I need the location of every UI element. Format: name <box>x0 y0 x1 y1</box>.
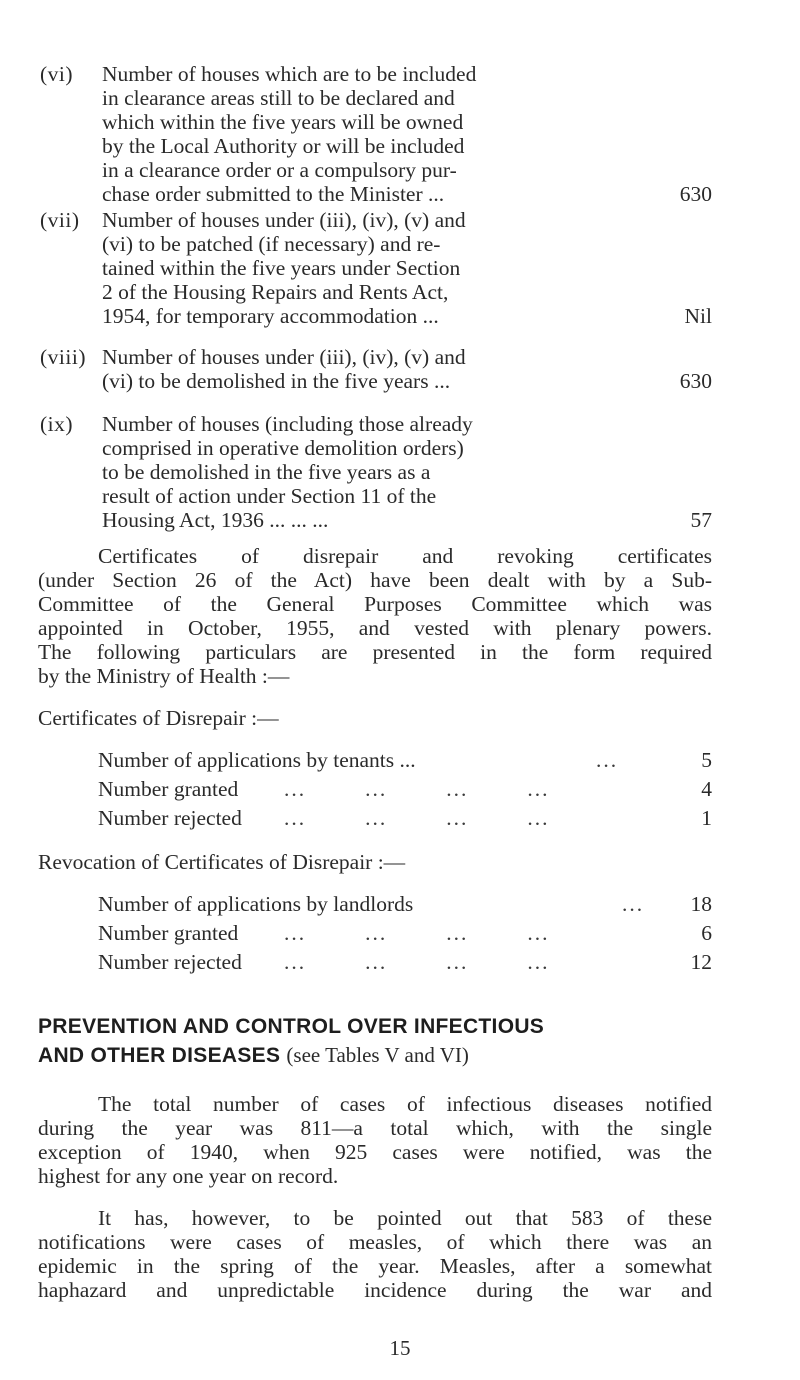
page-number: 15 <box>389 1336 411 1360</box>
paragraph-line: highest for any one year on record. <box>38 1164 339 1188</box>
row-label: Number of applications by tenants ... <box>98 748 416 772</box>
list-item-viii <box>40 345 712 395</box>
row-label: Number rejected <box>98 806 242 830</box>
paragraph-line: The following particulars are presented in the form required <box>38 640 712 664</box>
row-value: 1 <box>701 806 712 830</box>
paragraph-line: notifications were cases of measles, of which there was an <box>38 1230 712 1254</box>
item-text-line: chase order submitted to the Minister ... <box>102 182 445 206</box>
paragraph-line: exception of 1940, when 925 cases were notified, was the <box>38 1140 712 1164</box>
paragraph-line: haphazard and unpredictable incidence during the war and <box>38 1278 712 1302</box>
paragraph-line: appointed in October, 1955, and vested with plenary powers. <box>38 616 712 640</box>
row-label: Number granted <box>98 777 239 801</box>
row-value: 5 <box>701 748 712 772</box>
item-text-line: 1954, for temporary accommodation ... <box>102 304 439 328</box>
row-leader-dots: ... ... ... ... <box>284 806 550 830</box>
row-value: 12 <box>690 950 712 974</box>
item-text-line: in a clearance order or a compulsory pur- <box>102 158 457 182</box>
section-heading-bold: AND OTHER DISEASES <box>38 1044 281 1067</box>
item-value: Nil <box>684 304 712 328</box>
revocation-heading: Revocation of Certificates of Disrepair :— <box>38 850 406 874</box>
item-value: 630 <box>679 182 712 206</box>
item-number: (viii) <box>40 345 86 369</box>
row-leader-dots: ... ... ... ... <box>284 950 550 974</box>
item-text-line: Number of houses (including those already <box>102 412 473 436</box>
item-number: (vii) <box>40 208 80 232</box>
item-text-line: Number of houses which are to be included <box>102 62 477 86</box>
row-label: Number granted <box>98 921 239 945</box>
list-item-ix <box>40 412 712 537</box>
row-label: Number of applications by landlords <box>98 892 414 916</box>
item-text-line: in clearance areas still to be declared and <box>102 86 455 110</box>
row-leader-dots: ... ... ... ... <box>284 777 550 801</box>
paragraph-line: by the Ministry of Health :— <box>38 664 290 688</box>
row-value: 4 <box>701 777 712 801</box>
row-value: 6 <box>701 921 712 945</box>
section-heading-note: (see Tables V and VI) <box>286 1043 469 1067</box>
row-value: 18 <box>690 892 712 916</box>
paragraph-line: epidemic in the spring of the year. Measles, after a somewhat <box>38 1254 712 1278</box>
list-item-vii <box>40 208 712 333</box>
item-text-line: (vi) to be patched (if necessary) and re- <box>102 232 441 256</box>
paragraph-line: It has, however, to be pointed out that 583 of these <box>98 1206 712 1230</box>
item-text-line: comprised in operative demolition orders) <box>102 436 464 460</box>
item-text-line: Number of houses under (iii), (iv), (v) and <box>102 345 466 369</box>
paragraph-line: Certificates of disrepair and revoking certificates <box>98 544 712 568</box>
section-heading-line-2 <box>38 1043 469 1068</box>
paragraph-line: during the year was 811—a total which, with the single <box>38 1116 712 1140</box>
row-leader-dots: ... ... ... ... <box>284 921 550 945</box>
paragraph-line: (under Section 26 of the Act) have been dealt with by a Sub- <box>38 568 712 592</box>
section-heading-line-1: PREVENTION AND CONTROL OVER INFECTIOUS <box>38 1015 545 1038</box>
row-leader-dots: ... <box>596 748 619 772</box>
disrepair-heading: Certificates of Disrepair :— <box>38 706 279 730</box>
item-text-line: (vi) to be demolished in the five years ... <box>102 369 451 393</box>
item-text-line: which within the five years will be owned <box>102 110 464 134</box>
row-leader-dots: ... <box>622 892 645 916</box>
paragraph-line: Committee of the General Purposes Committee which was <box>38 592 712 616</box>
item-text-line: to be demolished in the five years as a <box>102 460 431 484</box>
item-text-line: by the Local Authority or will be included <box>102 134 465 158</box>
list-item-vi <box>40 62 712 212</box>
item-text-line: 2 of the Housing Repairs and Rents Act, <box>102 280 449 304</box>
item-text-line: tained within the five years under Section <box>102 256 461 280</box>
item-value: 57 <box>690 508 712 532</box>
row-label: Number rejected <box>98 950 242 974</box>
item-number: (ix) <box>40 412 74 436</box>
item-value: 630 <box>679 369 712 393</box>
item-number: (vi) <box>40 62 74 86</box>
item-text-line: Housing Act, 1936 ... ... ... <box>102 508 329 532</box>
paragraph-line: The total number of cases of infectious diseases notified <box>98 1092 712 1116</box>
item-text-line: result of action under Section 11 of the <box>102 484 437 508</box>
item-text-line: Number of houses under (iii), (iv), (v) and <box>102 208 466 232</box>
